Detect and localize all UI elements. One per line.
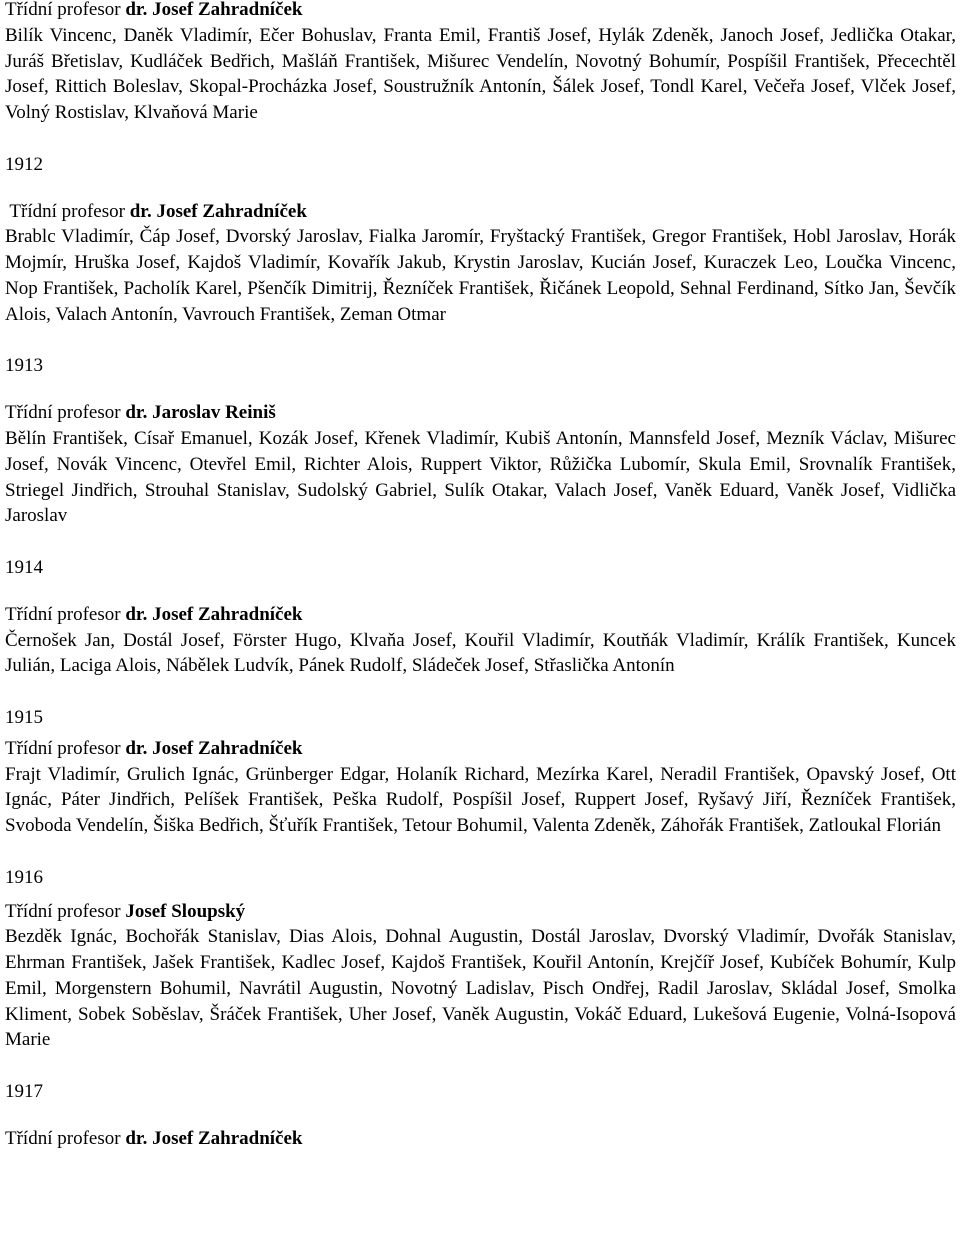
- class-section-1917: [5, 1053, 956, 1151]
- class-teacher-line: [5, 400, 956, 426]
- year-heading: 1915: [5, 706, 43, 728]
- class-section-1914: [5, 529, 956, 679]
- class-section-top: [5, 0, 956, 126]
- teacher-prefix: Třídní profesor: [5, 0, 126, 20]
- teacher-prefix: Třídní profesor: [5, 900, 126, 922]
- teacher-name: Josef Sloupský: [125, 900, 246, 922]
- teacher-name: dr. Josef Zahradníček: [125, 0, 303, 20]
- class-section-1915: [5, 679, 956, 839]
- student-list: Bezděk Ignác, Bochořák Stanislav, Dias Alois, Dohnal Augustin, Dostál Jaroslav, Dvorský Vladimír, Dvořák Stanislav, Ehrman František, Jašek František, Kadlec Josef, Kajdoš František, Kouřil Antonín, Krejčíř Josef, Kubíček Bohumír, Kulp Emil, Morgenstern Bohumil, Navrátil Augustin, Novotný Ladislav, Pisch Ondřej, Radil Jaroslav, Skládal Josef, Smolka Kliment, Sobek Soběslav, Šráček František, Uher Josef, Vaněk Augustin, Vokáč Eduard, Lukešová Eugenie, Volná-Isopová Marie: [5, 926, 956, 1051]
- teacher-prefix: Třídní profesor: [5, 402, 126, 424]
- year-heading: 1917: [5, 1081, 43, 1103]
- document-page: [5, 0, 956, 1152]
- year-heading: 1913: [5, 355, 43, 377]
- class-teacher-line: [5, 602, 956, 628]
- class-section-1912: [5, 126, 956, 328]
- teacher-name: dr. Josef Zahradníček: [125, 603, 303, 625]
- teacher-prefix: Třídní profesor: [5, 200, 130, 222]
- student-list: Frajt Vladimír, Grulich Ignác, Grünberger Edgar, Holaník Richard, Mezírka Karel, Neradil František, Opavský Josef, Ott Ignác, Páter Jindřich, Pelíšek František, Peška Rudolf, Pospíšil Josef, Ruppert Josef, Ryšavý Jiří, Řezníček František, Svoboda Vendelín, Šiška Bedřich, Šťuřík František, Tetour Bohumil, Valenta Zdeněk, Záhořák František, Zatloukal Florián: [5, 763, 956, 837]
- class-teacher-line: [5, 899, 956, 925]
- class-section-1913: [5, 328, 956, 530]
- class-teacher-line: [5, 0, 956, 23]
- year-heading: 1916: [5, 866, 43, 888]
- teacher-prefix: Třídní profesor: [5, 737, 126, 759]
- year-heading: 1914: [5, 556, 43, 578]
- student-list: Bilík Vincenc, Daněk Vladimír, Ečer Bohuslav, Franta Emil, Františ Josef, Hylák Zdeněk, Janoch Josef, Jedlička Otakar, Juráš Břetislav, Kudláček Bedřich, Mašláň František, Mišurec Vendelín, Novotný Bohumír, Pospíšil František, Přecechtěl Josef, Rittich Boleslav, Skopal-Procházka Josef, Soustružník Antonín, Šálek Josef, Tondl Karel, Večeřa Josef, Vlček Josef, Volný Rostislav, Klvaňová Marie: [5, 24, 956, 124]
- teacher-name: dr. Josef Zahradníček: [125, 1127, 303, 1149]
- class-teacher-line: [5, 736, 956, 762]
- teacher-prefix: Třídní profesor: [5, 603, 126, 625]
- student-list: Černošek Jan, Dostál Josef, Förster Hugo, Klvaňa Josef, Kouřil Vladimír, Koutňák Vladimír, Králík František, Kuncek Julián, Laciga Alois, Nábělek Ludvík, Pánek Rudolf, Sládeček Josef, Střaslička Antonín: [5, 629, 956, 677]
- student-list: Brablc Vladimír, Čáp Josef, Dvorský Jaroslav, Fialka Jaromír, Fryštacký František, Gregor František, Hobl Jaroslav, Horák Mojmír, Hruška Josef, Kajdoš Vladimír, Kovařík Jakub, Krystin Jaroslav, Kucián Josef, Kuraczek Leo, Loučka Vincenc, Nop František, Pacholík Karel, Pšenčík Dimitrij, Řezníček František, Řičánek Leopold, Sehnal Ferdinand, Sítko Jan, Ševčík Alois, Valach Antonín, Vavrouch František, Zeman Otmar: [5, 226, 956, 325]
- class-teacher-line: [5, 1126, 956, 1152]
- teacher-name: dr. Jaroslav Reiniš: [125, 402, 276, 424]
- year-heading: 1912: [5, 153, 43, 175]
- student-list: Bělín František, Císař Emanuel, Kozák Josef, Křenek Vladimír, Kubiš Antonín, Mannsfeld Josef, Mezník Václav, Mišurec Josef, Novák Vincenc, Otevřel Emil, Richter Alois, Ruppert Viktor, Růžička Lubomír, Skula Emil, Srovnalík František, Striegel Jindřich, Strouhal Stanislav, Sudolský Gabriel, Sulík Otakar, Valach Josef, Vaněk Eduard, Vaněk Josef, Vidlička Jaroslav: [5, 427, 956, 527]
- teacher-name: dr. Josef Zahradníček: [125, 737, 303, 759]
- class-teacher-line: [5, 199, 956, 225]
- teacher-prefix: Třídní profesor: [5, 1127, 126, 1149]
- class-section-1916: [5, 839, 956, 1053]
- teacher-name: dr. Josef Zahradníček: [129, 200, 307, 222]
